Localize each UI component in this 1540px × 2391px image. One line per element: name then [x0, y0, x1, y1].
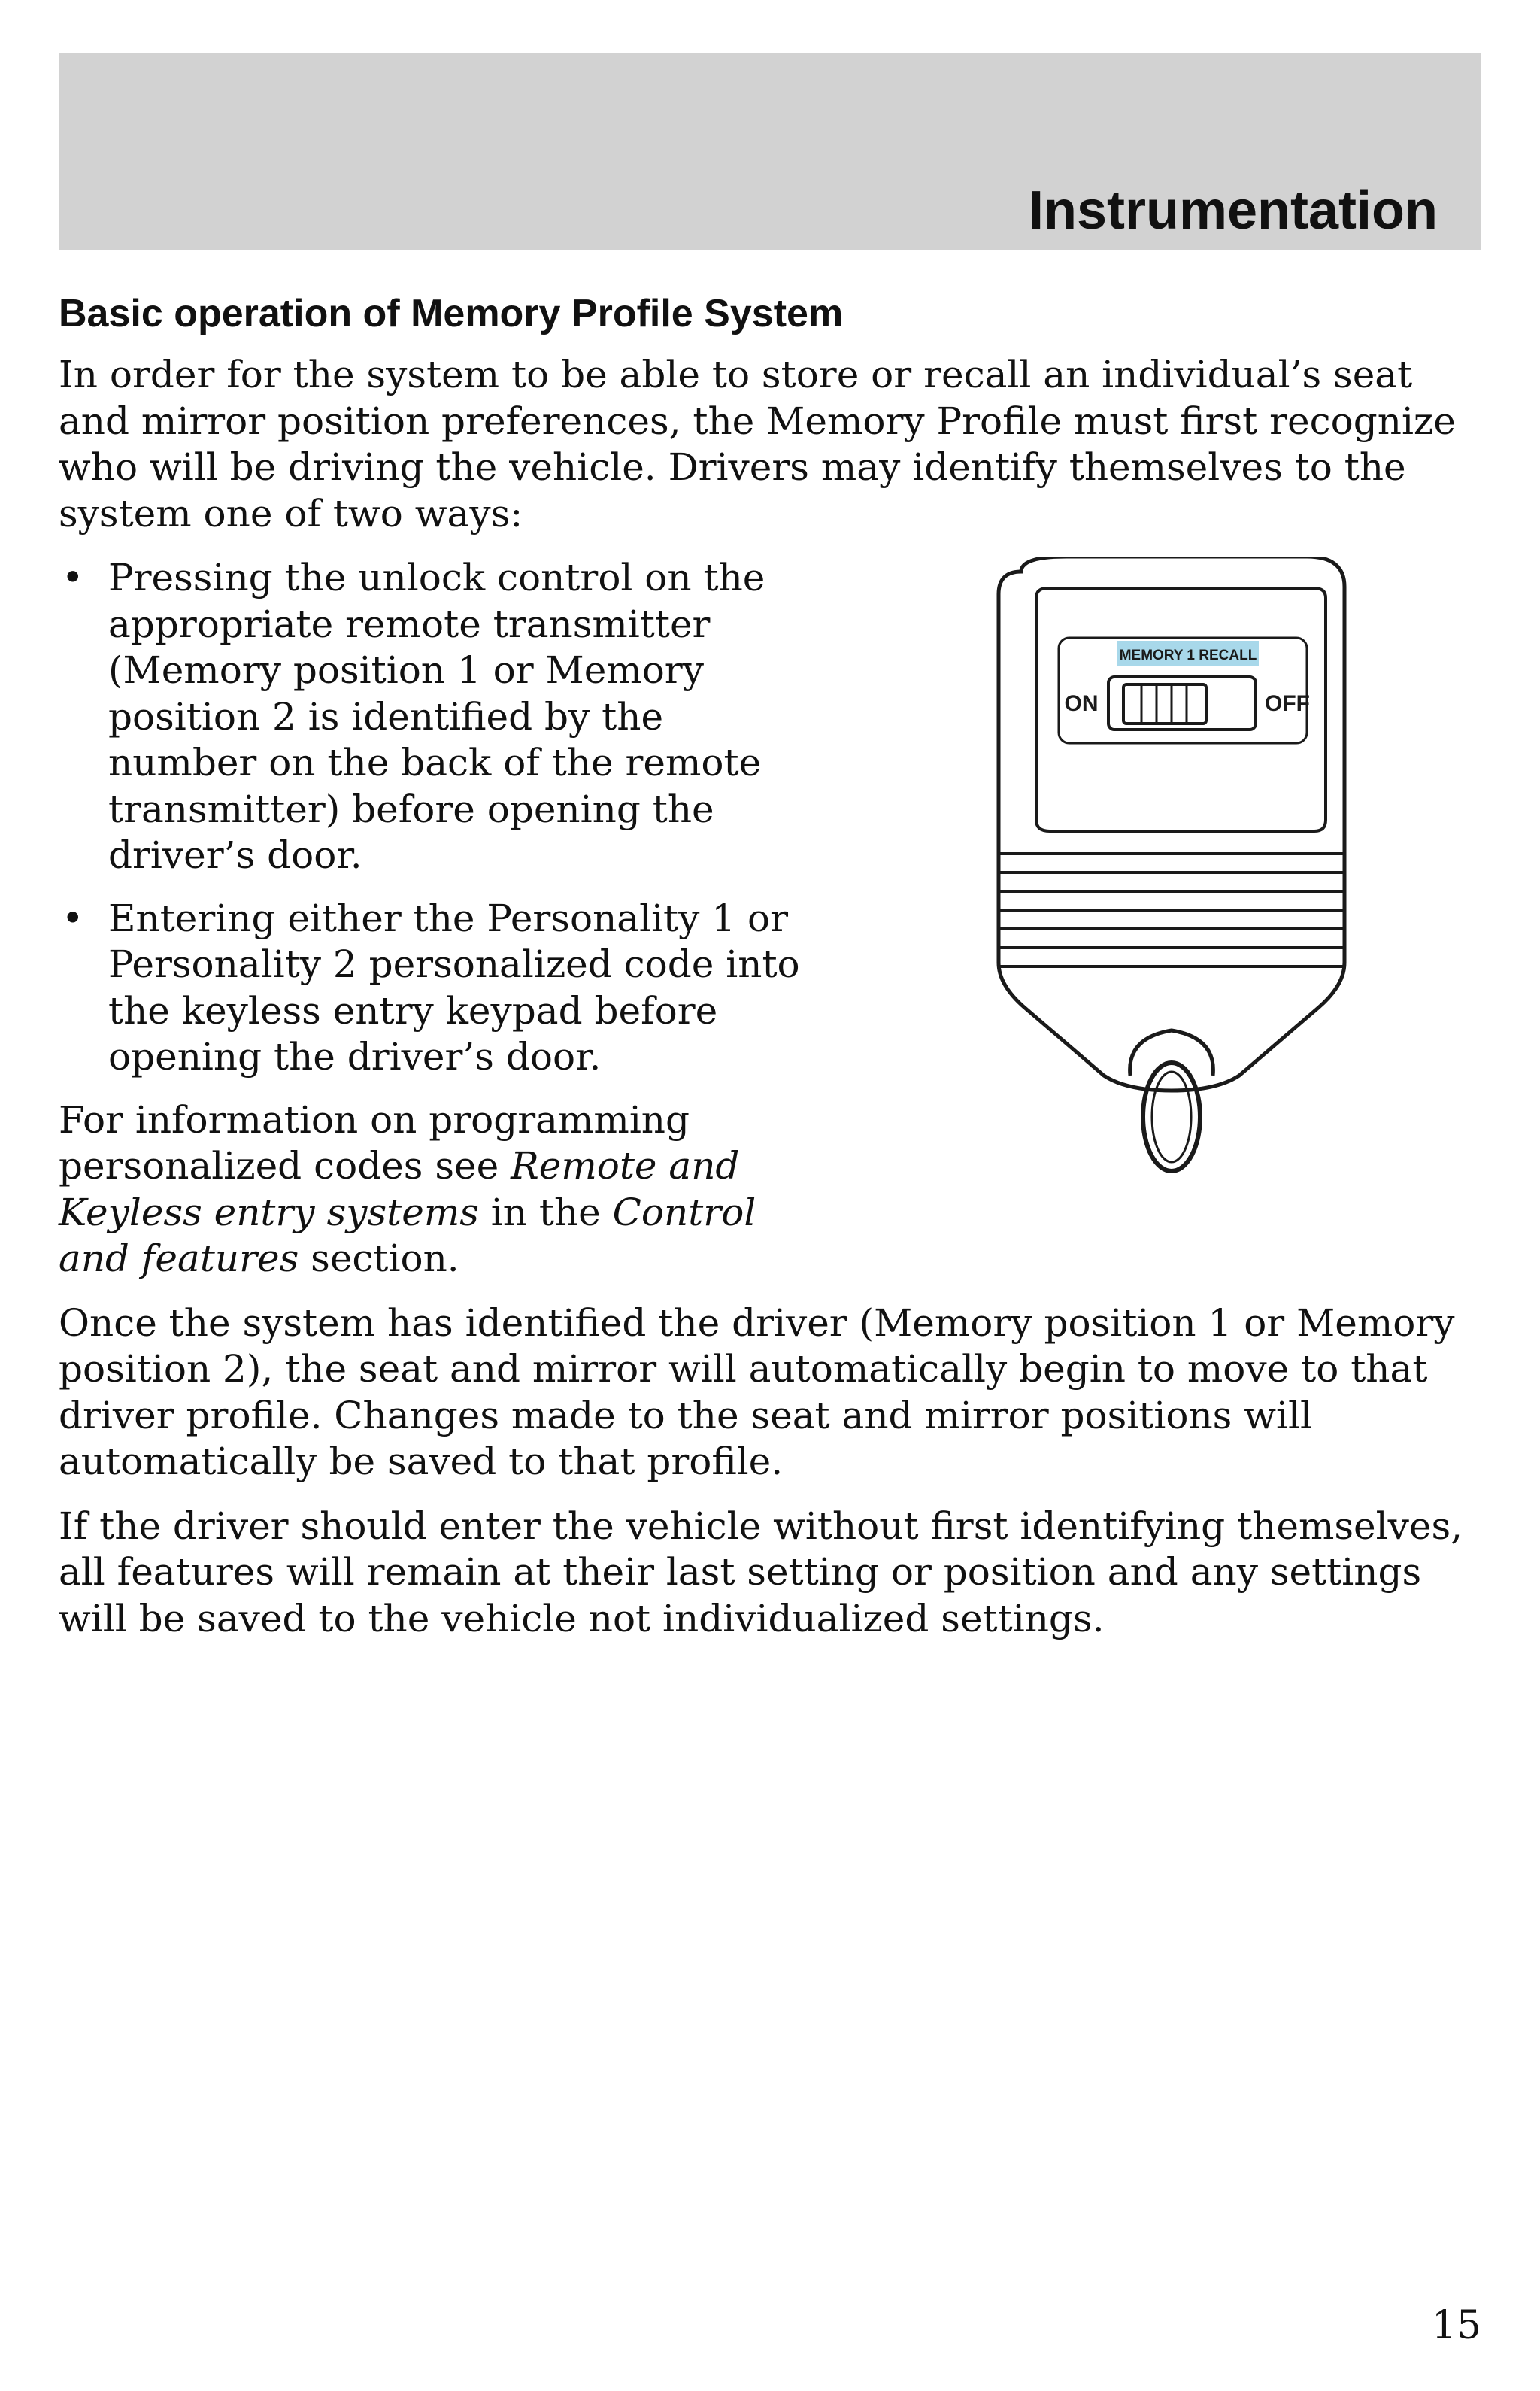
list-item	[59, 555, 811, 879]
note-reference: Remote and Keyless entry systems	[59, 1144, 740, 1234]
programming-note	[59, 1097, 811, 1282]
bullet-list	[59, 555, 811, 1081]
intro-paragraph: In order for the system to be able to store or recall an individual’s seat and mirror position preferences, the Memory Profile must first recognize who will be driving the vehicle. Drivers may identify themselves to the system one of two ways:	[59, 353, 1456, 536]
remote-transmitter-illustration	[946, 557, 1397, 1173]
bullet-text: Entering either the Personality 1 or Personality 2 personalized code into the keyless entry keypad before opening the driver’s door.	[108, 896, 800, 1079]
note-middle: in the	[478, 1190, 613, 1234]
remote-transmitter-drawing	[946, 557, 1397, 1173]
body-paragraph: Once the system has identified the driver (Memory position 1 or Memory position 2), the seat and mirror will automatically begin to move to that driver profile. Changes made to the seat and mirror positions will automatically be saved to that profile.	[59, 1300, 1455, 1483]
body-paragraph: If the driver should enter the vehicle without first identifying themselves, all features will remain at their last setting or position and any settings will be saved to the vehicle not individualized settings.	[59, 1503, 1463, 1640]
memory-label: MEMORY 1 RECALL	[1119, 648, 1257, 663]
page-number: 15	[1431, 2303, 1481, 2348]
switch-slider	[1123, 684, 1206, 724]
note-lead: For information on programming personalized codes see	[59, 1097, 690, 1188]
list-item	[59, 896, 811, 1081]
section-heading: Basic operation of Memory Profile System	[59, 292, 844, 335]
header-band	[59, 53, 1481, 250]
page-content	[59, 290, 1483, 1660]
note-reference: Control and features	[59, 1190, 756, 1280]
section-title: Instrumentation	[1028, 181, 1438, 241]
bullet-text: Pressing the unlock control on the appropriate remote transmitter (Memory position 1 or Memory position 2 is identified by the number on the back of the remote transmitter) before opening the driver’s door.	[108, 556, 765, 877]
off-label: OFF	[1265, 691, 1310, 716]
on-label: ON	[1064, 691, 1099, 716]
bullet-dot: •	[62, 896, 84, 940]
bullet-block	[59, 555, 1483, 1282]
note-tail: section.	[299, 1236, 459, 1280]
bullet-dot: •	[62, 556, 84, 599]
